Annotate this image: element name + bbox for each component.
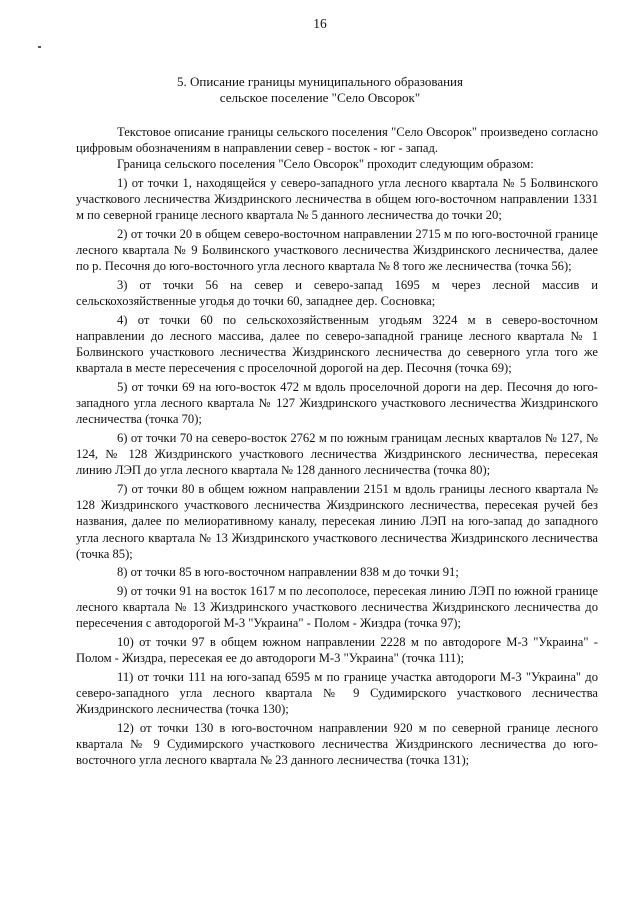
boundary-item: 7) от точки 80 в общем южном направлении 2151 м вдоль границы лесного квартала № 128 Жиздринского участкового лесничества Жиздринского лесничества, пересекая ручей без названия, далее по мелиоративному каналу, пересекая линию ЛЭП на юго-запад до западного угла лесного квартала № 13 Жиздринского участкового лесничества Жиздринского лесничества (точка 85); xyxy=(76,482,598,561)
intro-paragraph: Текстовое описание границы сельского поселения "Село Овсорок" произведено согласно цифровым обозначениям в направлении север - восток - юг - запад. xyxy=(76,125,598,156)
section-title-line-1: 5. Описание границы муниципального образования xyxy=(177,74,463,89)
section-title-line-2: сельское поселение "Село Овсорок" xyxy=(219,90,421,105)
boundary-item: 11) от точки 111 на юго-запад 6595 м по границе участка автодороги М-3 "Украина" до северо-западного угла лесного квартала № 9 Судимирского участкового лесничества Жиздринского лесничества (точка 130); xyxy=(76,669,598,717)
scan-speck xyxy=(38,46,41,48)
boundary-item: 8) от точки 85 в юго-восточном направлении 838 м до точки 91; xyxy=(117,565,459,580)
boundary-item: 2) от точки 20 в общем северо-восточном направлении 2715 м по юго-восточной границе лесного квартала № 9 Болвинского участкового лесничества Жиздринского лесничества, далее по р. Песочня до юго-восточного угла лесного квартала № 8 того же лесничества (точка 56); xyxy=(76,227,598,274)
boundary-item: 1) от точки 1, находящейся у северо-западного угла лесного квартала № 5 Болвинского участкового лесничества Жиздринского лесничества в общем юго-восточном направлении 1331 м по северной границе лесного квартала № 5 данного лесничества до точки 20; xyxy=(76,176,598,223)
boundary-item: 3) от точки 56 на север и северо-запад 1695 м через лесной массив и сельскохозяйственные угодья до точки 60, западнее дер. Сосновка; xyxy=(76,278,598,309)
boundary-description xyxy=(76,124,598,768)
page-number: 16 xyxy=(313,16,327,31)
boundary-item: 6) от точки 70 на северо-восток 2762 м по южным границам лесных кварталов № 127, № 124, № 128 Жиздринского участкового лесничества Жиздринского лесничества, пересекая линию ЛЭП до угла лесного квартала № 128 данного лесничества (точка 80); xyxy=(76,431,598,478)
boundary-item: 10) от точки 97 в общем южном направлении 2228 м по автодороге М-3 "Украина" - Полом - Жиздра, пересекая ее до автодороги М-3 "Украина" (точка 111); xyxy=(76,635,598,666)
section-title xyxy=(60,74,580,106)
boundary-item: 4) от точки 60 по сельскохозяйственным угодьям 3224 м в северо-восточном направлении до лесного массива, далее по северо-западной границе лесного квартала № 1 Болвинского участкового лесничества Жиздринского лесничества до северного угла того же квартала в месте пересечения с проселочной дорогой на дер. Песочня (точка 69); xyxy=(76,312,598,376)
boundary-item: 12) от точки 130 в юго-восточном направлении 920 м по северной границе лесного квартала № 9 Судимирского участкового лесничества Жиздринского лесничества до юго-восточного угла лесного квартала № 23 данного лесничества (точка 131); xyxy=(76,720,598,768)
boundary-item: 5) от точки 69 на юго-восток 472 м вдоль проселочной дороги на дер. Песочня до юго-западного угла лесного квартала № 127 Жиздринского участкового лесничества Жиздринского лесничества (точка 70); xyxy=(76,380,598,427)
boundary-item: 9) от точки 91 на восток 1617 м по лесополосе, пересекая линию ЛЭП по южной границе лесного квартала № 13 Жиздринского участкового лесничества Жиздринского лесничества до пересечения с автодорогой М-3 "Украина" - Полом - Жиздра (точка 97); xyxy=(76,584,598,631)
intro-paragraph: Граница сельского поселения "Село Овсорок" проходит следующим образом: xyxy=(117,157,534,172)
